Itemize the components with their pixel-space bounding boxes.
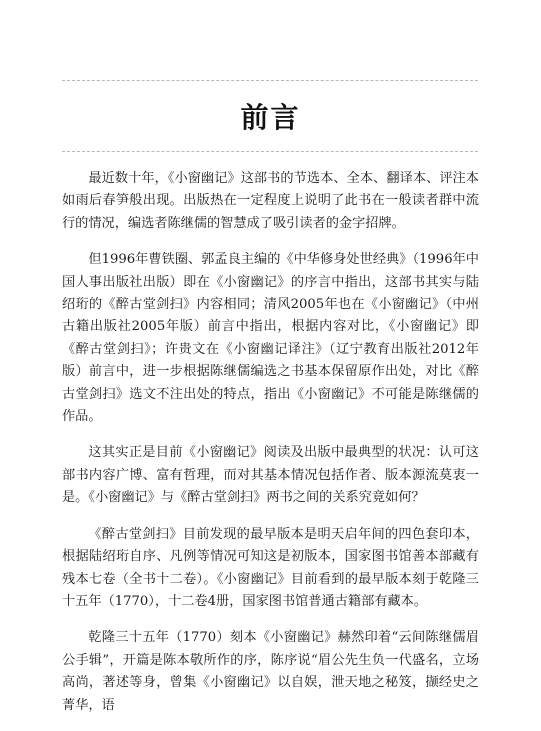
paragraph-5: 乾隆三十五年（1770）刻本《小窗幽记》赫然印着“云间陈继儒眉公手辑”，开篇是陈本敬所作的序，陈序说“眉公先生负一代盛名，立场高尚，著述等身，曾集《小窗幽记》以自娱，泄天地之秘笈，撷经史之菁华，语 <box>62 630 479 713</box>
paragraph-4: 《醉古堂剑扫》目前发现的最早版本是明天启年间的四色套印本，根据陆绍珩自序、凡例等情况可知这是初版本，国家图书馆善本部藏有残本七卷（全书十二卷）。《小窗幽记》目前看到的最早版本刻于乾隆三十五年（1770），十二卷4册，国家图书馆普通古籍部有藏本。 <box>62 526 479 609</box>
page-title: 前言 <box>240 101 301 134</box>
document-body <box>62 168 479 731</box>
bottom-divider <box>62 151 478 152</box>
paragraph-2: 但1996年曹铁圈、郭孟良主编的《中华修身处世经典》（1996年中国人事出版社出版）即在《小窗幽记》的序言中指出，这部书其实与陆绍珩的《醉古堂剑扫》内容相同；清风2005年也在《小窗幽记》（中州古籍出版社2005年版）前言中指出，根据内容对比，《小窗幽记》即《醉古堂剑扫》；许贵文在《小窗幽记译注》（辽宁教育出版社2012年版）前言中，进一步根据陈继儒编选之书基本保留原作出处，对比《醉古堂剑扫》选文不注出处的特点，指出《小窗幽记》不可能是陈继儒的作品。 <box>62 252 479 425</box>
paragraph-3: 这其实正是目前《小窗幽记》阅读及出版中最典型的状况：认可这部书内容广博、富有哲理，而对其基本情况包括作者、版本源流莫衷一是。《小窗幽记》与《醉古堂剑扫》两书之间的关系究竟如何？ <box>62 445 479 506</box>
top-divider <box>62 80 478 81</box>
paragraph-1: 最近数十年，《小窗幽记》这部书的节选本、全本、翻译本、评注本如雨后春笋般出现。出版热在一定程度上说明了此书在一般读者群中流行的情况，编选者陈继儒的智慧成了吸引读者的金字招牌。 <box>62 171 479 231</box>
